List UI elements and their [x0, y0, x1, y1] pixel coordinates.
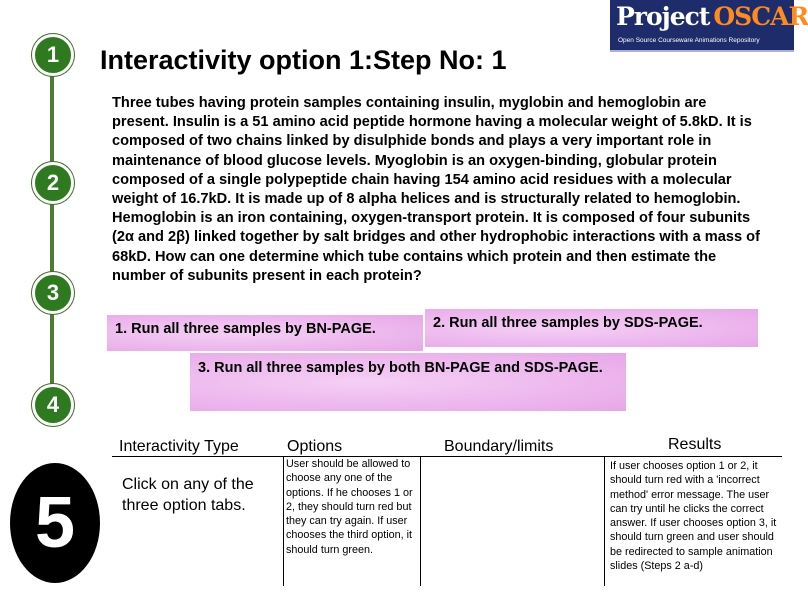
problem-description: Three tubes having protein samples containing insulin, myglobin and hemoglobin are present. Insulin is a 51 amino acid peptide hormone having a molecular weight of 5.8kD. It is composed of two chains linked by disulphide bonds and plays a very important role in maintenance of blood glucose levels. Myoglobin is an oxygen-binding, globular protein composed of a single polypeptide chain having 154 amino acid residues with a molecular weight of 16.7kD. It is made up of 8 alpha helices and is structurally related to hemoglobin. Hemoglobin is an iron containing, oxygen-transport protein. It is composed of four subunits (2α and 2β) linked together by salt bridges and other hydrophobic interactions with a mass of 68kD. How can one determine which tube contains which protein and then estimate the number of subunits present in each protein? [112, 95, 760, 284]
logo-word-project: Project [616, 2, 710, 31]
table-divider [112, 456, 782, 457]
header-options: Options [287, 438, 343, 455]
header-interactivity-type: Interactivity Type [119, 438, 239, 455]
step-3-marker: 3 [32, 272, 74, 314]
option-tab-3[interactable]: 3. Run all three samples by both BN-PAGE and SDS-PAGE. [190, 353, 626, 411]
option-tab-1[interactable]: 1. Run all three samples by BN-PAGE. [107, 315, 423, 351]
logo-subtitle: Open Source Courseware Animations Repository [618, 37, 760, 44]
table-divider [604, 456, 605, 586]
cell-options: User should be allowed to choose any one of the options. If he chooses 1 or 2, they should turn red but they can try again. If user chooses the third option, it should turn green. [286, 458, 413, 556]
cell-interactivity-type: Click on any of the three option tabs. [122, 476, 254, 514]
logo-word-oscar: OSCAR [713, 2, 808, 31]
step-4-marker: 4 [32, 384, 74, 426]
option-tab-2[interactable]: 2. Run all three samples by SDS-PAGE. [425, 309, 758, 347]
project-oscar-logo [610, 0, 808, 52]
step-rail [50, 52, 54, 402]
header-results: Results [668, 436, 722, 453]
cell-results: If user chooses option 1 or 2, it should turn red with a 'incorrect method' error message. The user can try until he clicks the correct answer. If user chooses option 3, it should turn green and user should be redirected to sample animation slides (Steps 2 a-d) [610, 460, 777, 573]
page-title: Interactivity option 1:Step No: 1 [100, 45, 507, 75]
logo-title [616, 2, 808, 31]
header-boundary-limits: Boundary/limits [444, 438, 554, 455]
table-divider [283, 456, 284, 586]
step-1-marker: 1 [32, 34, 74, 76]
step-5-marker: 5 [10, 463, 100, 583]
step-2-marker: 2 [32, 162, 74, 204]
table-divider [420, 456, 421, 586]
